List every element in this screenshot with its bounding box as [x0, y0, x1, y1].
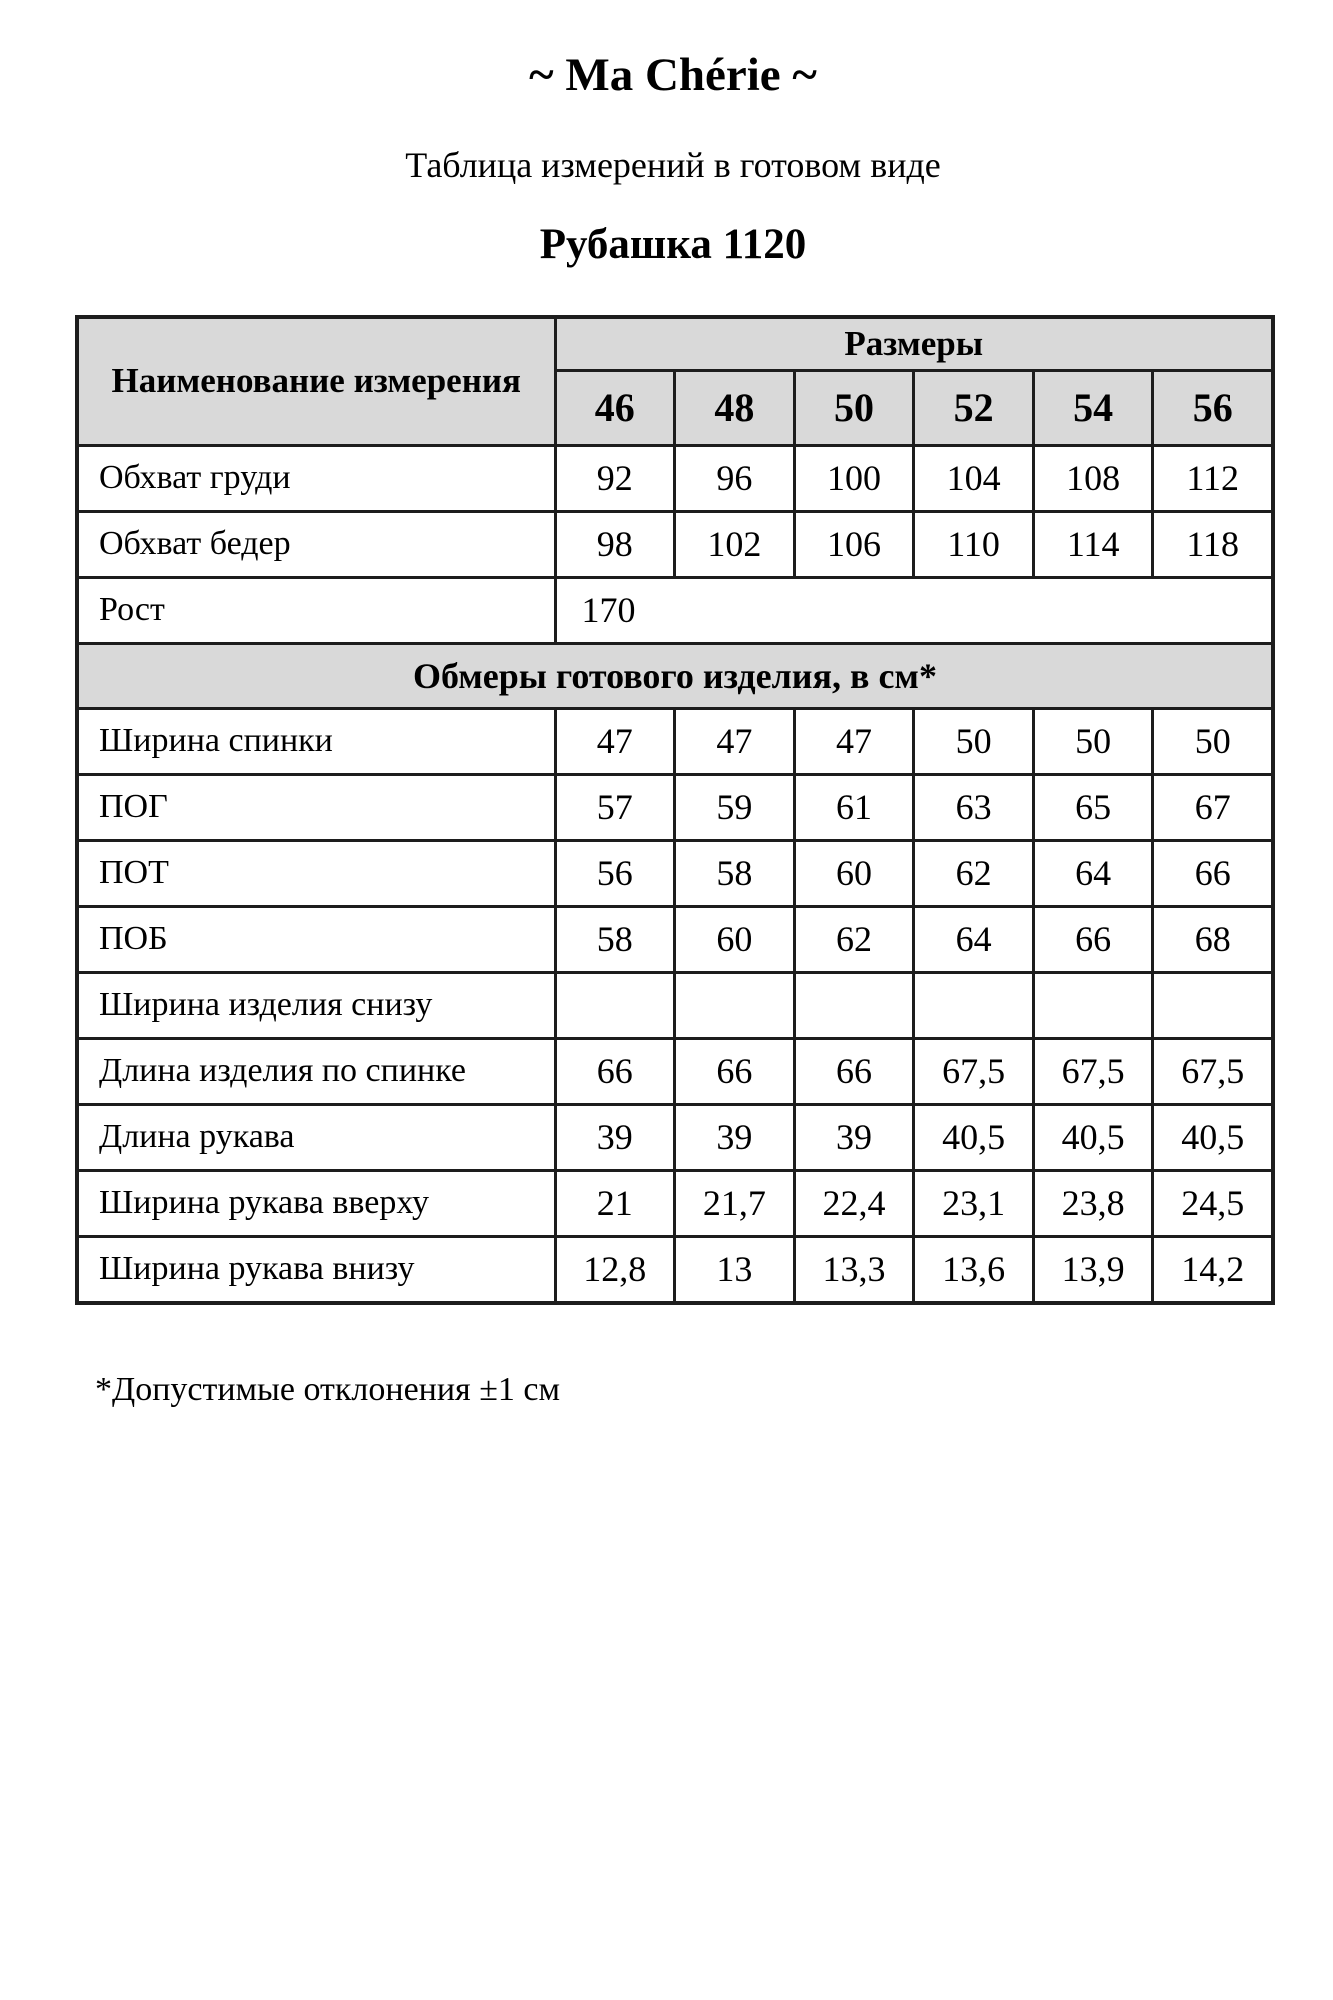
cell-value: 21	[555, 1170, 675, 1236]
row-label: Длина рукава	[77, 1104, 555, 1170]
cell-value: 50	[1153, 708, 1273, 774]
cell-value: 66	[555, 1038, 675, 1104]
row-label: Ширина спинки	[77, 708, 555, 774]
row-label: Ширина рукава внизу	[77, 1236, 555, 1303]
cell-value	[675, 972, 795, 1038]
cell-value: 118	[1153, 511, 1273, 577]
cell-value: 67,5	[1033, 1038, 1153, 1104]
cell-value: 47	[555, 708, 675, 774]
cell-value: 40,5	[914, 1104, 1034, 1170]
cell-value: 65	[1033, 774, 1153, 840]
column-header-measurement-name: Наименование измерения	[77, 317, 555, 446]
table-row	[77, 708, 1273, 774]
cell-value	[914, 972, 1034, 1038]
cell-value	[1153, 972, 1273, 1038]
header-row-sizes-group	[77, 317, 1273, 371]
cell-value: 13,6	[914, 1236, 1034, 1303]
measurement-table-body	[77, 445, 1273, 1303]
row-label: Обхват груди	[77, 445, 555, 511]
product-title: Рубашка 1120	[539, 221, 807, 269]
cell-value	[794, 972, 914, 1038]
cell-value: 98	[555, 511, 675, 577]
cell-value: 100	[794, 445, 914, 511]
cell-value: 62	[914, 840, 1034, 906]
cell-value: 66	[1033, 906, 1153, 972]
cell-value: 108	[1033, 445, 1153, 511]
row-label: Обхват бедер	[77, 511, 555, 577]
size-column-header: 56	[1153, 370, 1273, 445]
row-label: ПОТ	[77, 840, 555, 906]
cell-value: 58	[555, 906, 675, 972]
cell-value: 60	[675, 906, 795, 972]
size-column-header: 54	[1033, 370, 1153, 445]
row-label: ПОБ	[77, 906, 555, 972]
table-row	[77, 511, 1273, 577]
table-row	[77, 1170, 1273, 1236]
table-row	[77, 1038, 1273, 1104]
cell-value: 40,5	[1033, 1104, 1153, 1170]
cell-value: 66	[1153, 840, 1273, 906]
cell-value: 13,3	[794, 1236, 914, 1303]
cell-value: 102	[675, 511, 795, 577]
cell-value: 22,4	[794, 1170, 914, 1236]
cell-value: 106	[794, 511, 914, 577]
cell-value: 13,9	[1033, 1236, 1153, 1303]
cell-value: 47	[675, 708, 795, 774]
cell-value: 23,1	[914, 1170, 1034, 1236]
cell-value: 114	[1033, 511, 1153, 577]
cell-value	[555, 972, 675, 1038]
cell-value: 47	[794, 708, 914, 774]
cell-value: 50	[914, 708, 1034, 774]
row-label: Ширина изделия снизу	[77, 972, 555, 1038]
cell-value: 112	[1153, 445, 1273, 511]
cell-value: 67,5	[1153, 1038, 1273, 1104]
cell-value: 57	[555, 774, 675, 840]
footnote: *Допустимые отклонения ±1 см	[95, 1370, 560, 1408]
row-label: ПОГ	[77, 774, 555, 840]
table-row	[77, 643, 1273, 708]
cell-value: 68	[1153, 906, 1273, 972]
cell-value: 40,5	[1153, 1104, 1273, 1170]
cell-value: 21,7	[675, 1170, 795, 1236]
table-row	[77, 1104, 1273, 1170]
table-row	[77, 577, 1273, 643]
cell-value: 64	[914, 906, 1034, 972]
cell-value: 96	[675, 445, 795, 511]
cell-value: 39	[675, 1104, 795, 1170]
cell-value: 66	[794, 1038, 914, 1104]
cell-value: 50	[1033, 708, 1153, 774]
cell-value: 13	[675, 1236, 795, 1303]
cell-value: 66	[675, 1038, 795, 1104]
row-label: Рост	[77, 577, 555, 643]
cell-value: 67,5	[914, 1038, 1034, 1104]
size-column-header: 48	[675, 370, 795, 445]
cell-value: 56	[555, 840, 675, 906]
cell-value: 39	[555, 1104, 675, 1170]
cell-value	[1033, 972, 1153, 1038]
size-column-header: 50	[794, 370, 914, 445]
row-label: Длина изделия по спинке	[77, 1038, 555, 1104]
cell-value: 39	[794, 1104, 914, 1170]
document-subtitle: Таблица измерений в готовом виде	[405, 144, 941, 185]
cell-value: 60	[794, 840, 914, 906]
size-column-header: 52	[914, 370, 1034, 445]
cell-value: 63	[914, 774, 1034, 840]
cell-value: 104	[914, 445, 1034, 511]
cell-value: 24,5	[1153, 1170, 1273, 1236]
cell-value: 62	[794, 906, 914, 972]
section-header: Обмеры готового изделия, в см*	[77, 643, 1273, 708]
cell-value: 64	[1033, 840, 1153, 906]
cell-value: 59	[675, 774, 795, 840]
row-label: Ширина рукава вверху	[77, 1170, 555, 1236]
cell-value: 67	[1153, 774, 1273, 840]
cell-value: 14,2	[1153, 1236, 1273, 1303]
cell-value: 110	[914, 511, 1034, 577]
measurement-table-header	[77, 317, 1273, 446]
table-row	[77, 972, 1273, 1038]
table-row	[77, 445, 1273, 511]
cell-value: 92	[555, 445, 675, 511]
column-group-header-sizes: Размеры	[555, 317, 1273, 371]
size-column-header: 46	[555, 370, 675, 445]
cell-value: 12,8	[555, 1236, 675, 1303]
cell-value: 23,8	[1033, 1170, 1153, 1236]
cell-value: 58	[675, 840, 795, 906]
table-row	[77, 1236, 1273, 1303]
table-row	[77, 906, 1273, 972]
table-row	[77, 840, 1273, 906]
brand-title: ~ Ma Chérie ~	[529, 49, 817, 101]
table-row	[77, 774, 1273, 840]
document-content	[75, 0, 1271, 1409]
cell-value: 61	[794, 774, 914, 840]
merged-cell-value: 170	[555, 577, 1273, 643]
measurement-table	[75, 315, 1275, 1305]
